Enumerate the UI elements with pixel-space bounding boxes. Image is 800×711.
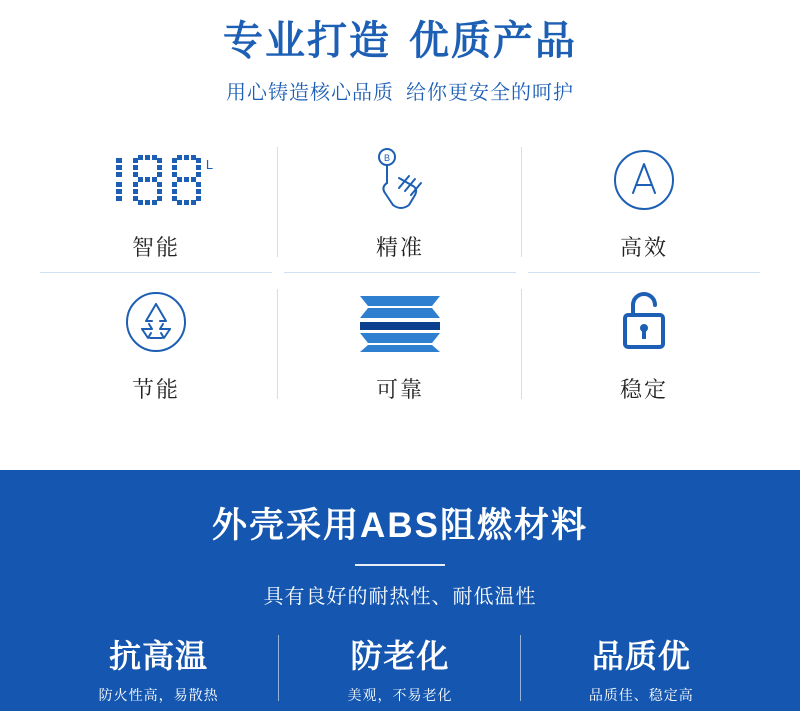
banner-highlight-anti-aging xyxy=(279,631,520,705)
banner-divider xyxy=(355,564,445,566)
banner-title: 外壳采用ABS阻燃材料 xyxy=(212,506,588,545)
highlight-desc: 品质佳、稳定高 xyxy=(588,687,694,703)
highlight-title: 品质优 xyxy=(591,638,691,674)
padlock-icon xyxy=(607,285,681,359)
feature-label: 稳定 xyxy=(619,376,668,402)
recycle-triangle-circle-icon xyxy=(119,285,193,359)
hand-touch-precision-icon xyxy=(363,143,437,217)
banner-highlight-quality xyxy=(521,631,762,705)
banner-subtitle: 具有良好的耐热性、耐低温性 xyxy=(263,586,537,608)
feature-item-energy-saving xyxy=(34,273,278,415)
page-title-part2: 优质产品 xyxy=(409,19,577,63)
feature-item-reliable xyxy=(278,273,522,415)
feature-label: 高效 xyxy=(619,234,668,260)
feature-item-efficient xyxy=(522,131,766,273)
page-subtitle-part2: 给你更安全的呵护 xyxy=(406,82,574,104)
letter-a-circle-icon xyxy=(607,143,681,217)
feature-label: 智能 xyxy=(131,234,180,260)
page-subtitle-part1: 用心铸造核心品质 xyxy=(226,82,394,104)
feature-label: 可靠 xyxy=(375,376,424,402)
highlight-title: 抗高温 xyxy=(109,638,209,674)
feature-item-intelligent xyxy=(34,131,278,273)
feature-label: 节能 xyxy=(131,376,180,402)
banner-highlight-heat-resistant xyxy=(38,631,279,705)
page-subtitle xyxy=(0,76,800,105)
feature-grid xyxy=(34,131,766,415)
feature-label: 精准 xyxy=(375,234,424,260)
seven-segment-100-icon xyxy=(99,143,213,217)
stacked-layers-icon xyxy=(352,285,448,359)
highlight-desc: 防火性高，易散热 xyxy=(98,687,219,703)
unit-superscript: L xyxy=(205,156,214,172)
abs-material-banner xyxy=(0,470,800,711)
highlight-title: 防老化 xyxy=(350,638,450,674)
page-title xyxy=(0,18,800,64)
page-title-part1: 专业打造 xyxy=(223,19,391,63)
highlight-desc: 美观，不易老化 xyxy=(347,687,453,703)
feature-item-precise xyxy=(278,131,522,273)
header-section xyxy=(0,0,800,105)
svg-text:B: B xyxy=(383,152,391,163)
banner-highlights xyxy=(38,631,762,705)
feature-item-stable xyxy=(522,273,766,415)
